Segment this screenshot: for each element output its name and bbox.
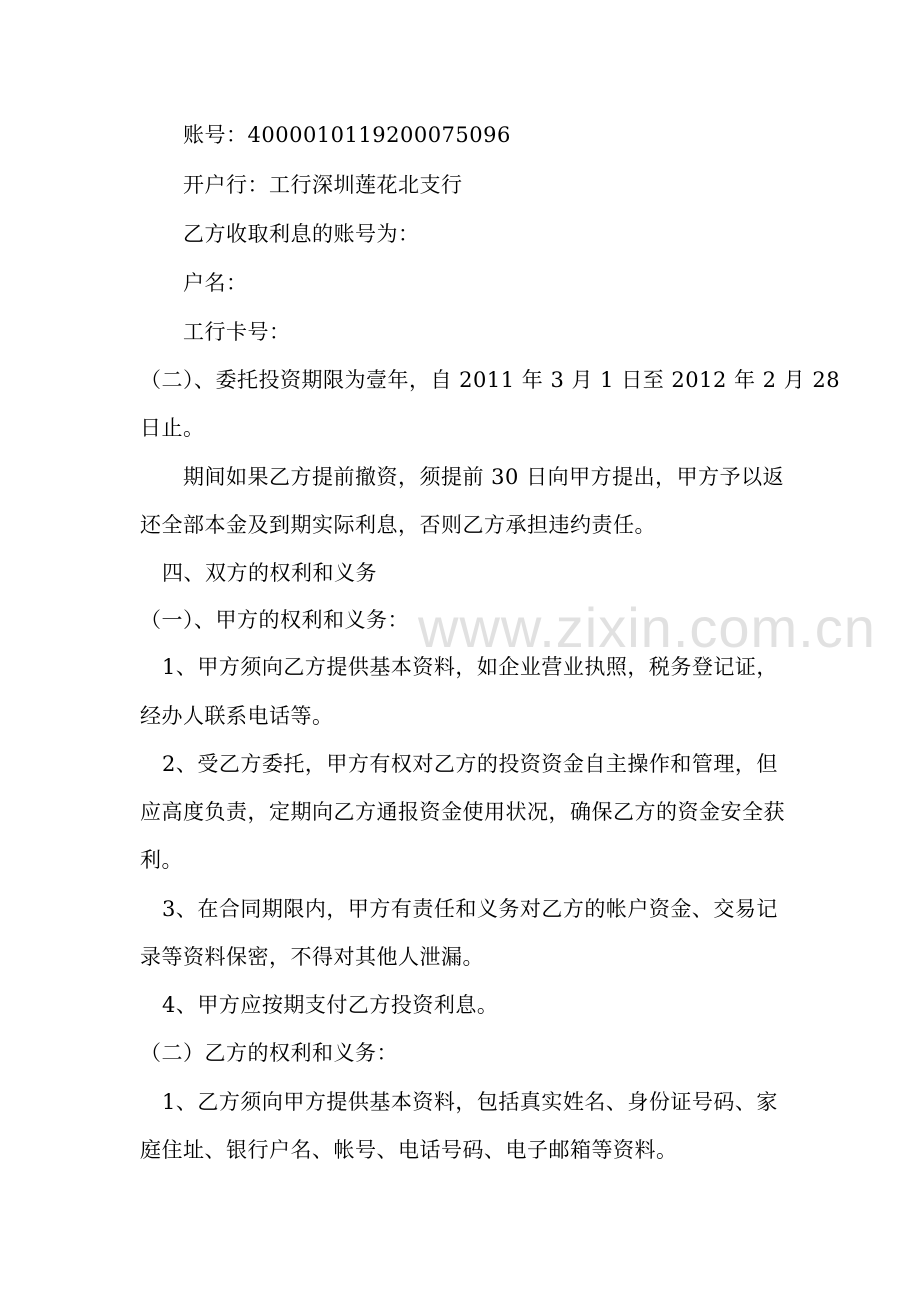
- term-clause-line-1: （二）、委托投资期限为壹年，自 2011 年 3 月 1 日至 2012 年 2 月 28: [140, 368, 841, 392]
- watermark: www.zixin.com.cn: [418, 596, 876, 659]
- bank-branch-line: 开户行：工行深圳莲花北支行: [183, 173, 463, 197]
- party-a-heading: （一）、甲方的权利和义务：: [140, 608, 409, 632]
- withdrawal-clause-line-1: 期间如果乙方提前撤资，须提前 30 日向甲方提出，甲方予以返: [183, 465, 785, 489]
- party-a-item-2-line-3: 利。: [140, 848, 183, 872]
- party-a-item-2-line-1: 2、受乙方委托，甲方有权对乙方的投资资金自主操作和管理，但: [162, 752, 778, 776]
- party-a-item-3-line-1: 3、在合同期限内，甲方有责任和义务对乙方的帐户资金、交易记: [162, 897, 778, 921]
- interest-account-heading: 乙方收取利息的账号为：: [183, 222, 420, 246]
- party-a-item-1-line-1: 1、甲方须向乙方提供基本资料，如企业营业执照，税务登记证，: [162, 655, 778, 679]
- section-four-heading: 四、双方的权利和义务: [162, 561, 377, 585]
- account-number-line: 账号：4000010119200075096: [183, 123, 511, 147]
- party-b-heading: （二）乙方的权利和义务：: [140, 1041, 398, 1065]
- withdrawal-clause-line-2: 还全部本金及到期实际利息，否则乙方承担违约责任。: [140, 513, 656, 537]
- party-b-item-1-line-1: 1、乙方须向甲方提供基本资料，包括真实姓名、身份证号码、家: [162, 1090, 778, 1114]
- account-name-line: 户名：: [183, 271, 248, 295]
- party-a-item-2-line-2: 应高度负责，定期向乙方通报资金使用状况，确保乙方的资金安全获: [140, 800, 785, 824]
- term-clause-line-2: 日止。: [140, 416, 205, 440]
- party-a-item-4: 4、甲方应按期支付乙方投资利息。: [162, 993, 499, 1017]
- party-b-item-1-line-2: 庭住址、银行户名、帐号、电话号码、电子邮箱等资料。: [140, 1138, 678, 1162]
- card-number-line: 工行卡号：: [183, 320, 291, 344]
- party-a-item-1-line-2: 经办人联系电话等。: [140, 704, 334, 728]
- party-a-item-3-line-2: 录等资料保密，不得对其他人泄漏。: [140, 945, 484, 969]
